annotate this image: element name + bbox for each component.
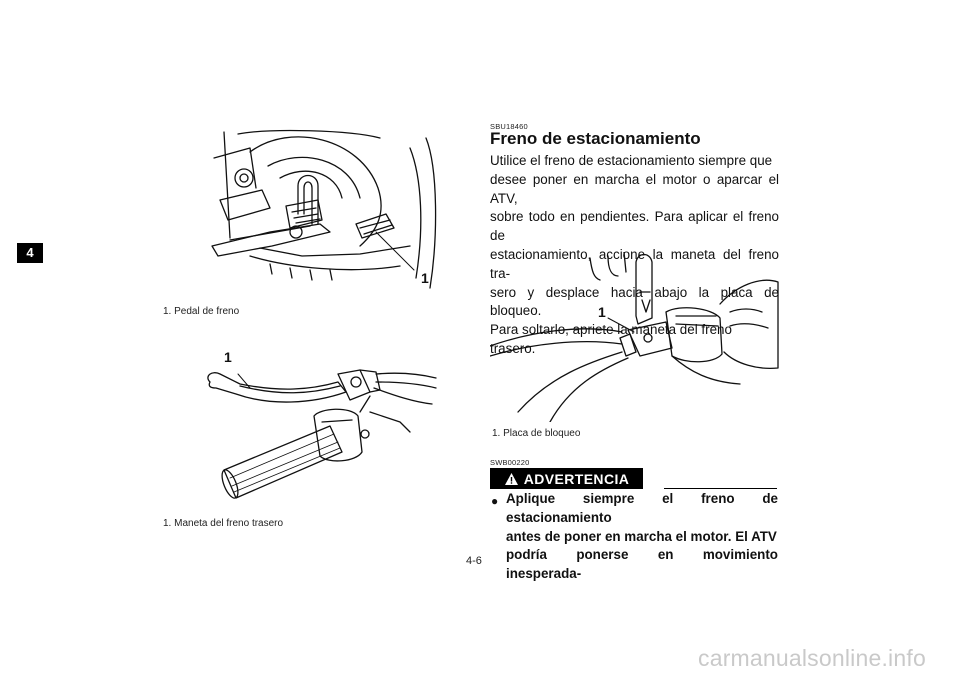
- bullet-line: Aplique siempre el freno de estacionamiento: [506, 491, 778, 525]
- paragraph-line: estacionamiento, accione la maneta del freno tra-: [490, 246, 779, 281]
- bullet-icon: ●: [491, 494, 499, 508]
- section-code: SBU18460: [490, 122, 528, 131]
- chapter-tab: 4: [17, 243, 43, 263]
- warning-banner: [490, 468, 643, 489]
- rear-brake-lever-caption: 1. Maneta del freno trasero: [163, 518, 284, 529]
- rear-brake-lever-callout: 1: [224, 349, 232, 365]
- warning-rule: [664, 488, 777, 489]
- paragraph-line: Para soltarlo, apriete la maneta del freno trasero.: [490, 322, 732, 356]
- warning-bullet-text: [506, 490, 778, 584]
- lock-plate-illustration: [490, 252, 780, 422]
- paragraph-line: sobre todo en pendientes. Para aplicar el freno de: [490, 209, 779, 244]
- page-number: 4-6: [466, 555, 482, 567]
- rear-brake-lever-illustration: [200, 352, 440, 512]
- paragraph-line: Utilice el freno de estacionamiento siempre que: [490, 153, 773, 168]
- watermark: carmanualsonline.info: [698, 645, 926, 671]
- bullet-line: podría ponerse en movimiento inesperada-: [506, 547, 778, 582]
- lock-plate-caption: 1. Placa de bloqueo: [492, 428, 581, 439]
- warning-triangle-icon: [504, 472, 519, 486]
- bullet-line: antes de poner en marcha el motor. El ATV: [506, 528, 777, 544]
- brake-pedal-caption: 1. Pedal de freno: [163, 306, 240, 317]
- paragraph-line: desee poner en marcha el motor o aparcar el ATV,: [490, 171, 779, 206]
- section-title: Freno de estacionamiento: [490, 129, 701, 148]
- paragraph-line: sero y desplace hacia abajo la placa de bloqueo.: [490, 284, 779, 319]
- warning-code: SWB00220: [490, 458, 530, 467]
- lock-plate-callout: 1: [598, 304, 606, 320]
- brake-pedal-callout: 1: [421, 270, 429, 286]
- warning-label: ADVERTENCIA: [523, 470, 630, 487]
- brake-pedal-illustration: [210, 128, 440, 300]
